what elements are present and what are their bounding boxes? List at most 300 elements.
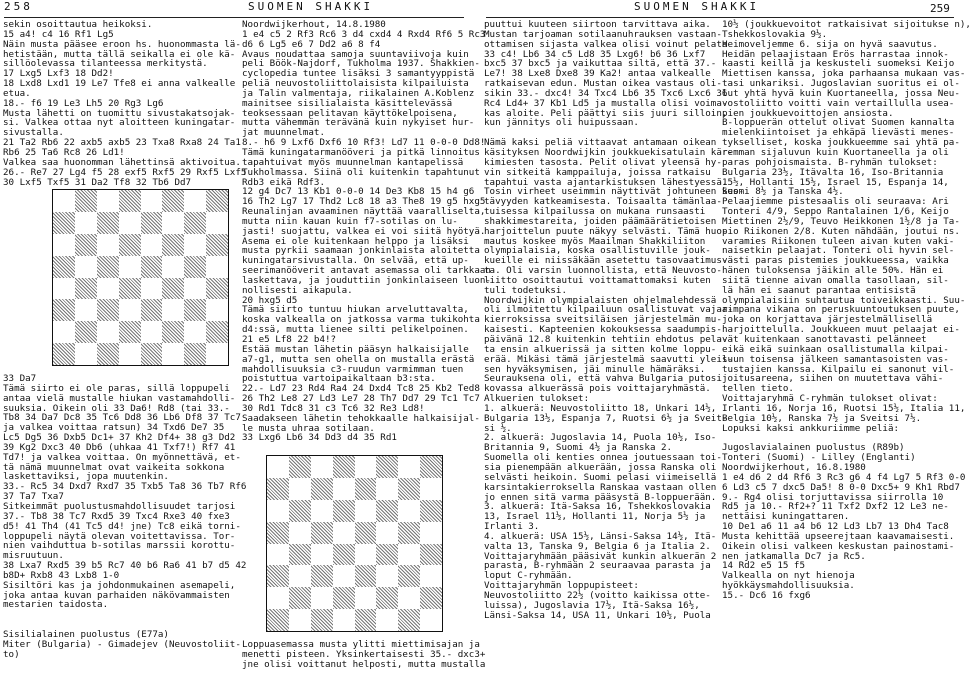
text-line: Tosin virheet useimmin näyttivät johtuneen kes- xyxy=(484,186,744,198)
board-square xyxy=(97,190,119,212)
text-line: Sisiltöri kas ja johdonmukainen asemapeli, xyxy=(3,579,236,591)
text-line: laskettava, ja jouduttiin jonkinlaiseen luon- xyxy=(242,274,491,286)
text-line: Rc4 Ld4+ 37 Kb1 Ld5 ja mustalla olisi voima- xyxy=(484,97,728,109)
board-square xyxy=(119,234,141,256)
text-line: Voittajaryhmä C-ryhmän tulokset olivat: xyxy=(722,393,938,405)
board-square xyxy=(376,522,398,544)
text-line: Miettinen 2½/9, Teuvo Heikkonen 1½/8 ja Ta- xyxy=(722,215,960,227)
text-line: 6 Ld3 c5 7 dxc5 Da5! 8 0-0 Dxc5+ 9 Kh1 Rbd7 xyxy=(722,481,960,493)
text-line: 1 e4 c5 2 Rf3 Rc6 3 d4 cxd4 4 Rxd4 Rf6 5 Rc3 xyxy=(242,28,486,40)
text-line: mielenkiintoiset ja ehkäpä lievästi menes- xyxy=(722,127,955,139)
board-square xyxy=(398,587,420,609)
text-line: cyclopedia tuntee lisäksi 3 samantyyppistä xyxy=(242,68,475,80)
text-line: Valkealla on nyt hienoja xyxy=(722,570,855,582)
text-line: tellen tieto. xyxy=(722,383,794,395)
text-line: d6 6 Lg5 e6 7 Dd2 a6 8 f4 xyxy=(242,38,381,50)
board-square xyxy=(53,212,75,234)
text-line: varamies Riikonen tuleen aivan kuten vaki- xyxy=(722,235,955,247)
text-line: b8D+ Rxb8 43 Lxb8 1-0 xyxy=(3,569,120,581)
text-line: d5! 41 Th4 (41 Tc5 d4! jne) Tc8 eikä torni- xyxy=(3,520,241,532)
text-line: mutta niin kauan kuin f7-sotilas on lu- xyxy=(242,215,458,227)
board-square xyxy=(311,565,333,587)
text-line: oli ilmoitettu kilpailuun osallistuvat vajaa- xyxy=(484,304,733,316)
text-line: menetti pisteen. Yksinkertaisesti 35.- dxc3+ xyxy=(242,648,486,660)
board-square xyxy=(333,500,355,522)
text-line: Musta lähetti on tuomittu sivustakatsojak- xyxy=(3,107,236,119)
right-header-rule xyxy=(486,17,954,18)
text-line: Avaus noudattaa samoja suuntaviivoja kuin xyxy=(242,48,469,60)
text-line: antaa vielä mustalle hiukan vastamahdolli- xyxy=(3,392,236,404)
text-line: mutta vähemmän terävänä kuin nykyiset hur- xyxy=(242,117,475,129)
board-square xyxy=(206,278,228,300)
board-square xyxy=(398,565,420,587)
text-line: ta. Oli varsin luonnollista, että Neuvosto- xyxy=(484,265,722,277)
board-square xyxy=(355,522,377,544)
text-line: mestarien taidosta. xyxy=(3,599,109,611)
text-line: naisetkin pelaajat. Tonteri oli hyvin sel- xyxy=(722,245,955,257)
text-line: poistuttua vartoipaikaltaan b3:sta. xyxy=(242,373,436,385)
board-square xyxy=(267,456,289,478)
board-square xyxy=(376,478,398,500)
text-line: nettäisi kuningattaren. xyxy=(722,511,850,523)
board-square xyxy=(97,234,119,256)
text-line: remman sijaluvun kuin Kuortaneella ja oli xyxy=(722,146,949,158)
board-square xyxy=(333,587,355,609)
text-line: Tukholmassa. Siinä oli kuitenkin tapahtunut xyxy=(242,166,480,178)
text-line: shakkimestareita, joiden päämäärätietoisen xyxy=(484,215,717,227)
text-line: 39 Kg2 Dxc3 40 Db6 (uhkaa 41 Txf7!) Rf7 41 xyxy=(3,441,236,453)
board-square xyxy=(53,278,75,300)
text-line: Miter (Bulgaria) - Gimadejev (Neuvostoliit- xyxy=(3,638,241,650)
board-square xyxy=(420,544,442,566)
text-line: 26.- Re7 27 Lg4 f5 28 exf5 Rxf5 29 Rxf5 Lxf5 xyxy=(3,166,247,178)
text-line: tävyyden katkeamisesta. Toisaalta tämänlaa- xyxy=(484,196,722,208)
text-line: bxc5 37 bxc5 ja vaikuttaa siltä, että 37.- xyxy=(484,58,717,70)
text-line: 8.- h6 9 Lxf6 Dxf6 10 Rf3! Ld7 11 0-0-0 Dd8! xyxy=(242,137,486,149)
text-line: 22.- Ld7 23 Rd4 Ra4 24 Dxd4 Tc8 25 Kb2 Ted8 xyxy=(242,383,480,395)
text-line: to) xyxy=(3,648,20,660)
board-square xyxy=(119,321,141,343)
text-line: 33 Lxg6 Lb6 34 Dd3 d4 35 Rd1 xyxy=(242,432,397,444)
column-2-bottom xyxy=(242,639,486,670)
column-1-top xyxy=(3,19,247,188)
board-square xyxy=(75,343,97,365)
text-line: Heimoveljemme 6. sija on hyvä saavutus. xyxy=(722,38,938,50)
board-square xyxy=(97,343,119,365)
board-square xyxy=(333,565,355,587)
board-square xyxy=(75,212,97,234)
board-square xyxy=(206,190,228,212)
text-line: a7-g1, mutta sen ohella on mustalla erästä xyxy=(242,353,475,365)
board-square xyxy=(355,609,377,631)
text-line: Asema ei ole kuitenkaan helppo ja lisäksi xyxy=(242,235,469,247)
text-line: 15½, Hollanti 15½, Israel 15, Espanja 14, xyxy=(722,176,949,188)
text-line: parasta, B-ryhmään 2 seuraavaa parasta ja xyxy=(484,560,711,572)
text-line: 16 Th2 Lg7 17 Thd2 Lc8 18 a3 The8 19 g5 hxg5 xyxy=(242,196,486,208)
text-line: le musta uhraa sotilaan. xyxy=(242,422,375,434)
board-square xyxy=(311,522,333,544)
text-line: joka antaa kuvan parhaiden näkövammaisten xyxy=(3,589,230,601)
text-line: Alkuerien tulokset: xyxy=(484,393,590,405)
board-square xyxy=(311,544,333,566)
board-square xyxy=(162,299,184,321)
text-line: laskettaviksi, jopa muutenkin. xyxy=(3,471,169,483)
board-square xyxy=(184,278,206,300)
board-square xyxy=(53,256,75,278)
text-line: Irlanti 3. xyxy=(484,521,540,533)
text-line: tasi unkariksi. Jugoslavian suoritus ei ol- xyxy=(722,78,960,90)
text-line: etua. xyxy=(3,87,31,99)
text-line: tykselliset, koska joukkueemme sai yhtä pa- xyxy=(722,137,960,149)
text-line: tuisessa kilpailussa on mukana runsaasti xyxy=(484,206,706,218)
text-line: Suomi 8½ ja Tanska 4½. xyxy=(722,186,844,198)
text-line: 30 Lxf5 Txf5 31 Da2 Tf8 32 Tb6 Dd7 xyxy=(3,176,192,188)
text-line: nien vaihduttua b-sotilas marssii korottu- xyxy=(3,540,236,552)
text-line: vin sitkeitä kamppailuja, joissa ratkaisu xyxy=(484,166,711,178)
board-square xyxy=(141,234,163,256)
text-line: Tämä siirto ei ole paras, sillä loppupeli xyxy=(3,382,230,394)
text-line: kueille ei niissäkään asetettu tasovaatimus- xyxy=(484,255,728,267)
board-square xyxy=(162,190,184,212)
board-square xyxy=(267,478,289,500)
text-line: nen jatkamalla Dc7 ja Rc5. xyxy=(722,550,866,562)
text-line: lä hän ei saanut parantaa entisistä xyxy=(722,284,916,296)
text-line: 10½ (joukkuevoitot ratkaisivat sijoitukse n), xyxy=(722,19,971,30)
board-square xyxy=(420,565,442,587)
board-square xyxy=(420,456,442,478)
board-square xyxy=(355,587,377,609)
text-line: Irlanti 16, Norja 16, Ruotsi 15½, Italia 11, xyxy=(722,402,966,414)
board-square xyxy=(333,478,355,500)
text-line: luissa), Jugoslavia 17½, Itä-Saksa 16½, xyxy=(484,599,700,611)
board-square xyxy=(97,299,119,321)
board-square xyxy=(206,343,228,365)
text-line: Suomella oli kenties onnea joutuessaan toi- xyxy=(484,452,722,464)
text-line: nollisesti aikapula. xyxy=(242,284,353,296)
text-line: ja valkea voittaa ratsun) 34 Txd6 De7 35 xyxy=(3,422,225,434)
text-line: Lopuksi kaksi ankkuriimme peliä: xyxy=(722,422,900,434)
text-line: kun jännitys oli huipussaan. xyxy=(484,117,639,129)
board-square xyxy=(376,587,398,609)
text-line: kaisesti. Kapteenien kokouksessa saadumpis- xyxy=(484,324,722,336)
text-line: d4:ssä, mutta lienee silti pelikelpoinen. xyxy=(242,324,469,336)
text-line: 37 Ta7 Txa7 xyxy=(3,491,64,503)
board-square xyxy=(333,522,355,544)
text-line: 30 Rd1 Tdc8 31 c3 Tc6 32 Re3 Ld8! xyxy=(242,402,425,414)
board-square xyxy=(141,343,163,365)
text-line: Musta kehittää upseerejtaan kaavamaisesti. xyxy=(722,530,955,542)
board-square xyxy=(141,321,163,343)
text-line: 21 Ta2 Rb6 22 axb5 axb5 23 Txa8 Rxa8 24 Ta1 xyxy=(3,137,241,149)
board-square xyxy=(398,478,420,500)
board-square xyxy=(311,587,333,609)
text-line: Tonteri (Suomi) - Lilley (Englanti) xyxy=(722,452,916,464)
text-line: Bulgaria 13½, Espanja 7, Ruotsi 6½ ja Sveit- xyxy=(484,412,728,424)
text-line: päivänä 12.8 kuitenkin tehtiin ehdotus pela- xyxy=(484,334,728,345)
board-square xyxy=(355,478,377,500)
text-line: Tämä kuningatarmanööveri ja pitkä linnoitus xyxy=(242,146,480,158)
text-line: puuttui kuuteen siirtoon tarvittava aika. xyxy=(484,19,711,30)
board-square xyxy=(289,587,311,609)
text-line: 14 Rd2 e5 15 f5 xyxy=(722,560,805,572)
text-line: sen hyväksymisen, jäi minulle hämäräksi. xyxy=(484,363,706,375)
text-line: 4. alkuerä: USA 15½, Länsi-Saksa 14½, Itä- xyxy=(484,530,717,542)
board-square xyxy=(267,522,289,544)
text-line: 33 c4! Lb6 34 c5 Ld8 35 Lxg6! b6 36 Lxf7 xyxy=(484,48,706,60)
text-line: musta pyrkii saamaan jonkinlaista aloitetta xyxy=(242,245,480,257)
text-line: Estää mustan lähetin pääsyn halkaisijalle xyxy=(242,343,469,355)
text-line: Reunalinjan avaaminen näyttää vaaralliselta, xyxy=(242,206,486,218)
text-line xyxy=(3,610,235,620)
board-square xyxy=(119,190,141,212)
board-square xyxy=(184,343,206,365)
board-square xyxy=(311,500,333,522)
text-line: 33.- Rc5 34 Dxd7 Rxd7 35 Txb5 Ta8 36 Tb7 Rf6 xyxy=(3,481,247,493)
board-square xyxy=(97,256,119,278)
text-line: jasti! suojattu, valkea ei voi siitä hyötyä. xyxy=(242,225,486,237)
board-square xyxy=(75,190,97,212)
text-line: Lc5 Dg5 36 Dxb5 Dc1+ 37 Kh2 Df4+ 38 g3 Dd2 xyxy=(3,432,236,444)
board-square xyxy=(141,299,163,321)
board-square xyxy=(267,544,289,566)
text-line: 20 hxg5 d5 xyxy=(242,294,298,306)
text-line: Rd5 ja 10.- Rf2+? 11 Txf2 Dxf2 12 Le3 ne- xyxy=(722,501,949,513)
text-line: Pelaajiemme pistesaalis oli seuraava: Ari xyxy=(722,196,949,208)
board-square xyxy=(53,321,75,343)
board-square xyxy=(184,190,206,212)
column-4 xyxy=(722,19,971,680)
text-line: tapahtuivat myös muunnelman kantapelissä xyxy=(242,156,464,168)
text-line: ottamisen sijasta valkea olisi voinut pelata xyxy=(484,38,728,50)
column-3 xyxy=(484,19,744,680)
board-square xyxy=(206,299,228,321)
board-square xyxy=(141,212,163,234)
text-line: olympialaisia, koska osallistuville jouk- xyxy=(484,245,711,257)
board-square xyxy=(97,278,119,300)
board-square xyxy=(184,256,206,278)
text-line: 2. alkuerä: Jugoslavia 14, Puola 10½, Iso- xyxy=(484,432,717,444)
board-square xyxy=(420,587,442,609)
board-square xyxy=(162,321,184,343)
text-line: Tämä siirto tuntuu hiukan arveluttavalta, xyxy=(242,304,469,316)
left-running-title: SUOMEN SHAKKI xyxy=(248,0,374,13)
board-square xyxy=(333,544,355,566)
text-line: Neuvostoliitto 22½ (voitto kaikissa otte- xyxy=(484,589,711,601)
board-square xyxy=(206,256,228,278)
text-line: loppupeli näytä olevan voitettavissa. Tor- xyxy=(3,530,236,542)
text-line: 37.- Tb8 38 Tc7 Rxd5 39 Txc4 Rxe3 40 fxe3 xyxy=(3,510,230,522)
text-line: ta ensin alkuerissä ja sitten kolme loppu- xyxy=(484,343,717,355)
board-square xyxy=(420,609,442,631)
text-line: 21 e5 Lf8 22 b4!? xyxy=(242,334,337,345)
text-line: Le7! 38 Lxe8 Dxe8 39 Ka2! antaa valkealle xyxy=(484,68,711,80)
text-line: kuningatarsivustalla. On selvää, että up- xyxy=(242,255,469,267)
text-line: joitusareena, siihen on muutettava vähi- xyxy=(722,373,944,385)
text-line: Valkea saa huonomman lähettinsä aktivoitua. xyxy=(3,156,241,168)
board-square xyxy=(289,478,311,500)
board-square xyxy=(53,190,75,212)
text-line: eikä eikä suinkaan osallistumalla kilpai- xyxy=(722,343,949,355)
board-square xyxy=(206,212,228,234)
board-square xyxy=(184,299,206,321)
board-square xyxy=(119,343,141,365)
text-line: Rb6 25 Ta6 Rc8 26 Ld1! xyxy=(3,146,125,158)
board-square xyxy=(311,609,333,631)
text-line: kierroksissa sveitsiläisen järjestelmän mu- xyxy=(484,314,722,326)
text-line: si. Valkea ottaa nyt aloitteen kuningatar- xyxy=(3,117,236,129)
board-square xyxy=(289,456,311,478)
left-header-rule xyxy=(4,17,464,18)
text-line: jne olisi voittanut helposti, mutta mustalla xyxy=(242,658,486,670)
text-line: 38 Lxa7 Rxd5 39 b5 Rc7 40 b6 Ra6 41 b7 d5 42 xyxy=(3,560,247,572)
text-line: misruutuun. xyxy=(3,550,64,562)
column-1-bottom xyxy=(3,373,247,660)
text-line: Td7! ja valkea voittaa. On myönnettävä, et- xyxy=(3,451,241,463)
board-square xyxy=(184,212,206,234)
text-line: Heidän pelaajistaan Erös harrastaa innok- xyxy=(722,48,949,60)
text-line: Rdb3 eikä Rdf3. xyxy=(242,176,325,188)
board-square xyxy=(53,234,75,256)
text-line: karsintakierroksella Ranskaa vastaan ollen xyxy=(484,481,717,493)
board-square xyxy=(398,522,420,544)
text-line: 15 a4! c4 16 Rf1 Lg5 xyxy=(3,28,114,40)
text-line: kovassa alkuerässä pois voittajaryhmästä. xyxy=(484,383,711,395)
text-line: olympialaisiin suhtautua toiveikkaasti. Suu- xyxy=(722,294,966,306)
text-line: Bulgaria 23½, Itävalta 16, Iso-Britannia xyxy=(722,166,944,178)
text-line: Mustan tarjoaman sotilaanuhrauksen vastaan- xyxy=(484,28,722,40)
board-square xyxy=(267,609,289,631)
text-line: koska valkealla on jatkossa varma tukikohta xyxy=(242,314,480,326)
board-square xyxy=(355,565,377,587)
text-line: 26 Th2 Le8 27 Ld3 Le7 28 Th7 Dd7 29 Tc1 Tc7 xyxy=(242,393,480,405)
board-square xyxy=(398,609,420,631)
text-line: 15.- Dc6 16 fxg6 xyxy=(722,589,811,601)
column-2-top xyxy=(242,19,491,444)
text-line: B-loppuerän ottelut olivat Suomen kannalta xyxy=(722,117,955,129)
text-line: vät kuitenkaan sanottavasti pelänneet xyxy=(722,334,927,345)
board-square xyxy=(398,500,420,522)
text-line: käsityksen Noordwijkin joukkuekisatulain kär- xyxy=(484,146,733,158)
text-line: ratkaisevan edun. Mustan oikea vastaus oli- xyxy=(484,78,722,90)
text-line: hyökkäysmahdollisuuksia. xyxy=(722,580,855,592)
board-square xyxy=(289,544,311,566)
text-line: 3. alkuerä: Itä-Saksa 16, Tshekkoslovakia xyxy=(484,501,711,513)
text-line: sikin 33.- dxc4! 34 Txc4 Lb6 35 Txc6 Lxc6 36 xyxy=(484,87,728,99)
board-square xyxy=(289,500,311,522)
text-line: mainitsee sisilialaista käsittelevässä xyxy=(242,97,453,109)
text-line: mahdollisuuksia c3-ruudun varmimman tuen xyxy=(242,363,464,375)
board-square xyxy=(162,234,184,256)
board-square xyxy=(162,278,184,300)
text-line: ja Talin valmentaja, riikalainen A.Koblenz xyxy=(242,87,475,99)
text-line: Tshekkoslovakia 9½. xyxy=(722,28,828,40)
board-square xyxy=(53,299,75,321)
text-line: hänen tuloksensa jäikin alle 50%. Hän ei xyxy=(722,265,944,277)
board-square xyxy=(311,478,333,500)
board-square xyxy=(398,544,420,566)
board-square xyxy=(289,565,311,587)
text-line: liitto osoittautui voittamattomaksi kuten xyxy=(484,274,711,286)
text-line: harjoittelulla. Joukkueen muut pelaajat ei- xyxy=(722,324,960,336)
text-line: Näin musta pääsee eroon hs. huonommasta lä- xyxy=(3,38,241,50)
board-square xyxy=(376,565,398,587)
text-line: harjoittelun puute näkyy selvästi. Tämä huo- xyxy=(484,225,728,237)
text-line: si ½. xyxy=(484,422,512,434)
board-square xyxy=(75,256,97,278)
text-line: sekin osoittautua heikoksi. xyxy=(3,19,153,30)
text-line: peli Böök-Najdorf, Tukholma 1937. Shakkien- xyxy=(242,58,480,70)
board-square xyxy=(355,500,377,522)
text-line: vostoliitto voitti vain vertaillulla usea- xyxy=(722,97,955,109)
board-square xyxy=(267,587,289,609)
text-line: lut yhtä hyvä kuin Kuortaneella, jossa Neu- xyxy=(722,87,960,99)
text-line: västi paras pistemies joukkueessa, vaikka xyxy=(722,255,949,267)
text-line: kaasti keillä ja keskusteli suomeksi Keijo xyxy=(722,58,955,70)
text-line: sillöolevassa tilanteessa merkitystä. xyxy=(3,58,208,70)
text-line: jo ennen sitä varma pääsystä B-loppuerään. xyxy=(484,491,717,503)
text-line: pio Riikonen 2/8. Kuten nähdään, joutui ns. xyxy=(722,225,960,237)
text-line: 33 Da7 xyxy=(3,373,37,384)
text-line: mautus koskee myös Maailman Shakkiliiton xyxy=(484,235,706,247)
board-square xyxy=(355,544,377,566)
board-square xyxy=(162,212,184,234)
text-line: hetistään, mutta tällä seikalla ei ole kä- xyxy=(3,48,236,60)
board-square xyxy=(141,256,163,278)
text-line: rimpana vikana on peruskuuntoutuksen puute, xyxy=(722,304,960,316)
board-square xyxy=(162,256,184,278)
text-line: Jugoslavialainen puolustus (R89b) xyxy=(722,442,905,454)
board-square xyxy=(119,212,141,234)
text-line: sivustalla. xyxy=(3,127,64,139)
board-square xyxy=(119,278,141,300)
board-square xyxy=(289,609,311,631)
text-line: tustajien kanssa. Kilpailu ei sanonut vil- xyxy=(722,363,955,375)
text-line: kimiesten tasosta. Pelit olivat yleensä hy- xyxy=(484,156,722,168)
text-line: Loppuasemassa musta ylitti miettimisajan ja xyxy=(242,639,480,650)
board-square xyxy=(97,212,119,234)
text-line: Seurauksena oli, että vahva Bulgaria putosi xyxy=(484,373,722,385)
board-square xyxy=(141,278,163,300)
board-square xyxy=(119,299,141,321)
text-line: 1. alkuerä: Neuvostoliitto 18, Unkari 14½, xyxy=(484,402,717,414)
text-line: jat muunnelmat. xyxy=(242,127,325,139)
board-square xyxy=(376,544,398,566)
board-square xyxy=(75,299,97,321)
board-square xyxy=(267,500,289,522)
text-line: Länsi-Saksa 14, USA 11, Unkari 10½, Puola xyxy=(484,609,711,621)
board-square xyxy=(376,500,398,522)
text-line: 12 g4 Dc7 13 Kb1 0-0-0 14 De3 Kb8 15 h4 g6 xyxy=(242,186,475,198)
board-square xyxy=(206,321,228,343)
board-square xyxy=(376,456,398,478)
board-square xyxy=(119,256,141,278)
text-line: Sitkeimmät puolustusmahdollisuudet tarjosi xyxy=(3,500,236,512)
board-square xyxy=(97,321,119,343)
text-line: loput C-ryhmään. xyxy=(484,570,573,582)
text-line: Tonteri 4/9, Seppo Rantalainen 1/6, Keijo xyxy=(722,206,949,218)
board-square xyxy=(75,321,97,343)
text-line: 10 De1 a6 11 a4 b6 12 Ld3 Lb7 13 Dh4 Tac8 xyxy=(722,521,949,533)
text-line: sia pienempään alkuerään, jossa Ranska oli xyxy=(484,461,717,473)
text-line: seerimanööverit antavat asemassa oli tarkkaan xyxy=(242,265,491,277)
text-line: erää. Mikäsi tämä järjestelmä saavutti yleis- xyxy=(484,353,733,365)
text-line: Noordwijkin olympialaisten ohjelmalehdessä xyxy=(484,294,717,306)
text-line: suuksia. Oikein oli 33 Da6! Rd8 (tai 33.- xyxy=(3,402,230,414)
text-line: Sisilialainen puolustus (E77a) xyxy=(3,628,169,640)
right-page-number: 259 xyxy=(930,2,950,15)
right-running-title: SUOMEN SHAKKI xyxy=(634,0,760,13)
text-line: 1 e4 d6 2 d4 Rf6 3 Rc3 g6 4 f4 Lg7 5 Rf3 0-0 xyxy=(722,471,966,483)
